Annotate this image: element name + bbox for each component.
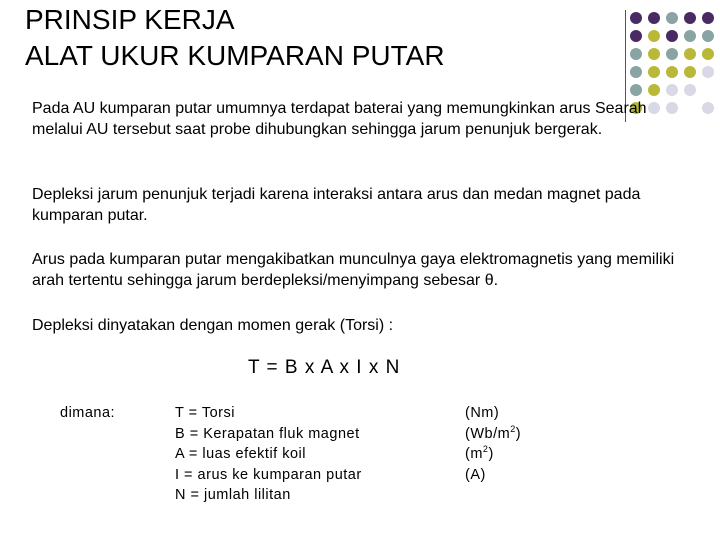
- decor-dot: [684, 12, 696, 24]
- decor-dot: [648, 84, 660, 96]
- paragraph-torque-intro: Depleksi dinyatakan dengan momen gerak (Torsi) :: [32, 317, 394, 334]
- decor-dot: [630, 12, 642, 24]
- unit-area: $(m^2)$: [465, 444, 494, 462]
- decor-dot: [702, 30, 714, 42]
- decor-dot: [684, 84, 696, 96]
- title-line-2: ALAT UKUR KUMPARAN PUTAR: [25, 40, 445, 71]
- decor-dot: [630, 48, 642, 60]
- decor-dot: [666, 48, 678, 60]
- decor-dot: [684, 48, 696, 60]
- decor-dot: [630, 66, 642, 78]
- paragraph-battery: Pada AU kumparan putar umumnya terdapat baterai yang memungkinkan arus Searah melalui AU tersebut saat probe dihubungkan sehingga jarum penunjuk bergerak.: [32, 100, 647, 138]
- legend-label: dimana:: [60, 405, 116, 421]
- decor-dot: [648, 48, 660, 60]
- unit-list: [465, 403, 521, 485]
- unit-torque: (Nm): [465, 405, 500, 421]
- title-line-1: PRINSIP KERJA: [25, 4, 235, 35]
- unit-current: (A): [465, 466, 486, 483]
- decor-dot: [648, 30, 660, 42]
- decor-dot: [648, 12, 660, 24]
- decor-dot: [666, 66, 678, 78]
- decor-dot: [648, 66, 660, 78]
- torque-formula: T = B x A x I x N: [248, 357, 401, 378]
- definition-torque: T = Torsi: [175, 405, 235, 421]
- unit-flux-density: $(Wb/m^2)$: [465, 423, 522, 442]
- definition-turns: N = jumlah lilitan: [175, 487, 291, 503]
- decor-dot: [702, 66, 714, 78]
- decor-dot: [684, 30, 696, 42]
- decor-dot: [666, 12, 678, 24]
- definition-current: I = arus ke kumparan putar: [175, 466, 362, 483]
- paragraph-deflection-cause: Depleksi jarum penunjuk terjadi karena interaksi antara arus dan medan magnet pada kumparan putar.: [32, 186, 641, 224]
- decor-dot: [630, 84, 642, 96]
- decor-dot: [666, 30, 678, 42]
- definition-flux-density: B = Kerapatan fluk magnet: [175, 425, 360, 442]
- variable-definitions: [175, 403, 362, 506]
- decor-dot: [666, 84, 678, 96]
- decor-dot: [684, 66, 696, 78]
- decor-dot: [702, 12, 714, 24]
- decor-dot: [702, 48, 714, 60]
- paragraph-electromagnetic-force: Arus pada kumparan putar mengakibatkan munculnya gaya elektromagnetis yang memiliki arah tertentu sehingga jarum berdepleksi/menyimpang sebesar θ.: [32, 251, 675, 289]
- definition-coil-area: A = luas efektif koil: [175, 446, 306, 462]
- decor-dot: [630, 30, 642, 42]
- decor-dot: [702, 102, 714, 114]
